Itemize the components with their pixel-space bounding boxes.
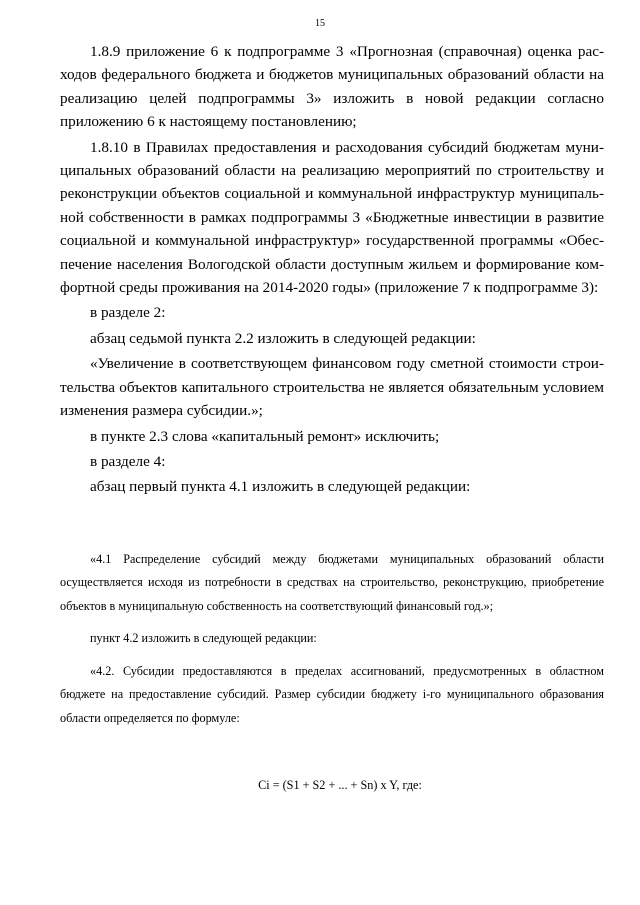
paragraph-abzac-7: абзац седьмой пункта 2.2 изложить в следующей редакции: (90, 329, 476, 347)
paragraph-abzac-first-4-1: абзац первый пункта 4.1 изложить в следующей редакции: (90, 478, 471, 496)
quote-4-2: «4.2. Субсидии предоставляются в пределах ассигнований, предусмотренных в областном бюджете на предоставление субсидий. Размер субсидии бюджету i-го муниципального образования области определяется по формуле: (60, 664, 604, 725)
paragraph-section-2: в разделе 2: (90, 304, 166, 322)
instruction-4-2: пункт 4.2 изложить в следующей редакции: (90, 631, 317, 645)
paragraph-point-2-3: в пункте 2.3 слова «капитальный ремонт» исключить; (90, 427, 440, 445)
quoted-block-4-2 (60, 660, 604, 730)
quote-4-1: «4.1 Распределение субсидий между бюджетами муниципальных образований области осуществляется исходя из потребности в средствах на строительство, реконструкцию, приобретение объектов в муниципальную собственность на соответствующий финансовый год.»; (60, 552, 604, 613)
subsidy-formula: Ci = (S1 + S2 + ... + Sn) x Y, где: (258, 778, 422, 792)
page-number: 15 (315, 18, 325, 29)
quoted-block-4-2-intro (60, 627, 604, 650)
quoted-block-4-1 (60, 548, 604, 618)
paragraph-1-8-9: 1.8.9 приложение 6 к подпрограмме 3 «Прогнозная (справочная) оценка расходов федерального бюджета и бюджетов муниципальных образований области на реализацию целей подпрограммы 3» изложить в новой редакции согласно приложению 6 к настоящему постановлению; (60, 43, 604, 131)
paragraph-quote-increase: «Увеличение в соответствующем финансовом году сметной стоимости строительства объектов капитального строительства не является обязательным условием изменения размера субсидии.»; (60, 355, 604, 420)
paragraph-1-8-10: 1.8.10 в Правилах предоставления и расходования субсидий бюджетам муниципальных образований области на реализацию мероприятий по строительству и реконструкции объектов социальной и коммунальной инфраструктур муниципальной собственности в рамках подпрограммы 3 «Бюджетные инвестиции в развитие социальной и коммунальной инфраструктур» государственной программы «Обеспечение населения Вологодской области доступным жильем и формирование комфортной среды проживания на 2014-2020 годы» (приложение 7 к подпрограмме 3): (60, 138, 604, 297)
paragraph-section-4: в разделе 4: (90, 452, 166, 470)
main-text-block (60, 40, 604, 499)
